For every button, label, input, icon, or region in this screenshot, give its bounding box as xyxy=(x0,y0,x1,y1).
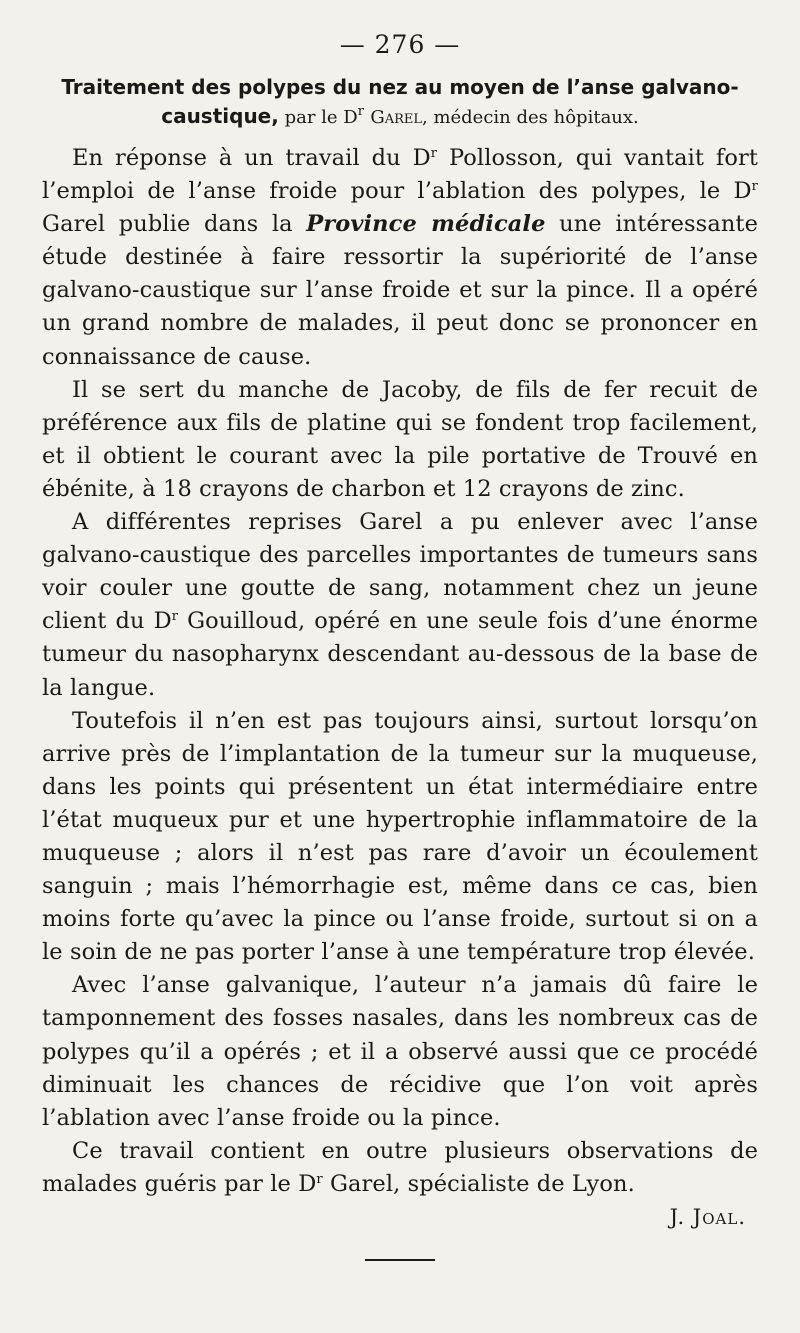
text-run: A différentes reprises Garel a pu enlever avec l’anse galvano-caustique des parcelles importantes de tumeurs sans voir couler une goutte de sang, notamment chez un jeune client du D xyxy=(42,509,758,635)
paragraph-2: Il se sert du manche de Jacoby, de fils de fer recuit de préférence aux fils de platine qui se fondent trop facilement, et il obtient le courant avec la pile portative de Trouvé en ébénite, à 18 crayons de charbon et 12 crayons de zinc. xyxy=(42,376,758,502)
text-run: Garel, spécialiste de Lyon. xyxy=(322,1170,635,1197)
text-run: Garel publie dans la xyxy=(42,211,307,238)
signature-text: J. Joal. xyxy=(669,1205,746,1229)
text-run: En réponse à un travail du D xyxy=(72,145,431,171)
signature xyxy=(42,1205,758,1229)
article-title: Traitement des polypes du nez au moyen de l’anse galvano-caustique, xyxy=(61,75,739,128)
doctor-abbrev: r xyxy=(751,179,758,195)
text-run: Ce travail contient en outre plusieurs observations de malades guéris par le D xyxy=(42,1137,758,1197)
author-suffix: , médecin des hôpitaux. xyxy=(422,107,639,128)
article-heading xyxy=(42,73,758,132)
paragraph-5: Avec l’anse galvanique, l’auteur n’a jamais dû faire le tamponnement des fosses nasales, dans les nombreux cas de polypes qu’il a opérés ; et il a observé aussi que ce procédé diminuait les chances de récidive que l’on voit après l’ablation avec l’anse froide ou la pince. xyxy=(42,972,758,1131)
paragraph-3 xyxy=(42,506,758,705)
text-run: Pollosson, qui vantait fort l’emploi de l’anse froide pour l’ablation des polypes, le D xyxy=(42,145,759,205)
journal-title: Province médicale xyxy=(306,211,546,238)
author-name: Garel xyxy=(370,107,422,128)
page-number: — 276 — xyxy=(339,30,461,59)
doctor-abbrev: r xyxy=(316,1171,323,1187)
doctor-abbrev: r xyxy=(357,104,364,119)
doctor-abbrev: r xyxy=(430,146,438,161)
text-run: une intéressante étude destinée à faire ressortir la supériorité de l’anse galvano-caustique sur l’anse froide et sur la pince. Il a opéré un grand nombre de malades, il peut donc se prononcer en connaissance de cause. xyxy=(42,211,758,370)
author-prefix: par le D xyxy=(278,107,358,128)
paragraph-4: Toutefois il n’en est pas toujours ainsi, surtout lorsqu’on arrive près de l’implantation de la tumeur sur la muqueuse, dans les points qui présentent un état intermédiaire entre l’état muqueux pur et une hypertrophie inflammatoire de la muqueuse ; alors il n’est pas rare d’avoir un écoulement sanguin ; mais l’hémorrhagie est, même dans ce cas, bien moins forte qu’avec la pince ou l’anse froide, surtout si on a le soin de ne pas porter l’anse à une température trop élevée. xyxy=(42,707,758,966)
end-rule xyxy=(365,1259,435,1261)
doctor-abbrev: r xyxy=(171,609,179,625)
document-page xyxy=(42,30,758,1261)
text-run: Gouilloud, opéré en une seule fois d’une énorme tumeur du nasopharynx descendant au-dessous de la base de la langue. xyxy=(42,608,758,701)
paragraph-1 xyxy=(42,142,758,374)
paragraph-6 xyxy=(42,1135,758,1201)
